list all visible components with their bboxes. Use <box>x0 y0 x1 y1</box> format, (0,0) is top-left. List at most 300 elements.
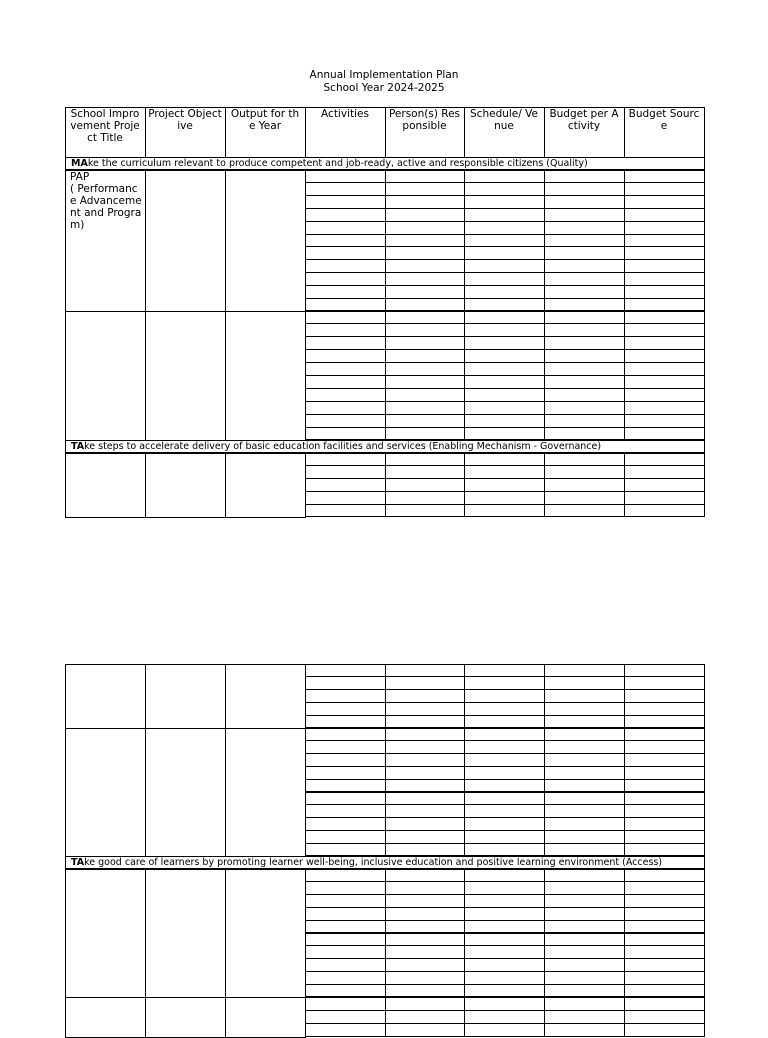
activity-cell <box>464 779 545 793</box>
section-heading-initials: MA <box>71 158 88 169</box>
activity-cell <box>544 234 625 248</box>
activity-cell <box>305 285 386 299</box>
activity-cell <box>464 869 545 883</box>
activity-cell <box>305 362 386 376</box>
project-cell <box>65 728 146 857</box>
activity-cell <box>305 401 386 415</box>
activity-cell <box>385 246 465 260</box>
section-heading-text: ke good care of learners by promoting learner well-being, inclusive education and positive learning environment (Access) <box>84 857 663 868</box>
activity-cell <box>464 388 545 402</box>
activity-cell <box>305 997 386 1011</box>
activity-cell <box>624 478 705 492</box>
activity-cell <box>464 349 545 363</box>
activity-cell <box>464 971 545 985</box>
project-cell <box>65 311 146 441</box>
activity-cell <box>624 728 705 742</box>
activity-cell <box>624 375 705 389</box>
activity-cell <box>544 997 625 1011</box>
activity-cell <box>464 933 545 947</box>
project-cell <box>225 869 306 998</box>
activity-cell <box>544 259 625 273</box>
activity-cell <box>464 285 545 299</box>
activity-cell <box>305 375 386 389</box>
activity-cell <box>624 1010 705 1024</box>
activity-cell <box>624 349 705 363</box>
activity-cell <box>385 221 465 235</box>
activity-cell <box>385 1010 465 1024</box>
activity-cell <box>464 881 545 895</box>
section-heading-text: ke steps to accelerate delivery of basic education facilities and services (Enabling Mechanism - Governance) <box>84 441 602 452</box>
section-heading-initials: TA <box>71 441 85 452</box>
activity-cell <box>305 984 386 998</box>
activity-cell <box>624 504 705 518</box>
activity-cell <box>305 1010 386 1024</box>
activity-cell <box>464 945 545 959</box>
section-heading-initials: TA <box>71 857 85 868</box>
activity-cell <box>385 170 465 184</box>
activity-cell <box>544 478 625 492</box>
activity-cell <box>624 427 705 441</box>
activity-cell <box>544 920 625 934</box>
column-header-6: Schedule/ Venue <box>470 108 538 132</box>
section-heading-3 <box>65 856 705 869</box>
activity-cell <box>385 362 465 376</box>
activity-cell <box>544 427 625 441</box>
activity-cell <box>544 869 625 883</box>
activity-cell <box>464 958 545 972</box>
activity-cell <box>464 715 545 729</box>
activity-cell <box>305 753 386 767</box>
activity-cell <box>305 336 386 350</box>
column-header-5: Person(s) Responsible <box>388 108 461 132</box>
activity-cell <box>624 715 705 729</box>
activity-cell <box>305 234 386 248</box>
activity-cell <box>385 894 465 908</box>
activity-cell <box>624 817 705 831</box>
activity-cell <box>464 478 545 492</box>
project-cell <box>145 728 226 857</box>
activity-cell <box>544 311 625 325</box>
activity-cell <box>305 830 386 844</box>
activity-cell <box>544 945 625 959</box>
activity-cell <box>385 958 465 972</box>
activity-cell <box>624 311 705 325</box>
activity-cell <box>544 362 625 376</box>
activity-cell <box>624 933 705 947</box>
activity-cell <box>305 779 386 793</box>
document-subtitle: School Year 2024-2025 <box>323 82 445 94</box>
activity-cell <box>624 195 705 209</box>
activity-cell <box>544 766 625 780</box>
activity-cell <box>624 676 705 690</box>
activity-cell <box>624 323 705 337</box>
project-cell <box>225 170 306 312</box>
project-cell <box>65 869 146 998</box>
activity-cell <box>305 676 386 690</box>
activity-cell <box>544 830 625 844</box>
activity-cell <box>305 349 386 363</box>
activity-cell <box>464 414 545 428</box>
activity-cell <box>385 676 465 690</box>
activity-cell <box>544 715 625 729</box>
activity-cell <box>305 689 386 703</box>
activity-cell <box>544 753 625 767</box>
activity-cell <box>305 388 386 402</box>
project-cell <box>225 997 306 1038</box>
project-cell <box>225 311 306 441</box>
activity-cell <box>385 869 465 883</box>
activity-cell <box>464 362 545 376</box>
activity-cell <box>385 1023 465 1037</box>
activity-cell <box>624 766 705 780</box>
activity-cell <box>624 208 705 222</box>
activity-cell <box>624 920 705 934</box>
activity-cell <box>385 997 465 1011</box>
activity-cell <box>385 491 465 505</box>
activity-cell <box>305 453 386 467</box>
activity-cell <box>385 920 465 934</box>
activity-cell <box>385 311 465 325</box>
activity-cell <box>624 689 705 703</box>
activity-cell <box>464 766 545 780</box>
activity-cell <box>385 843 465 857</box>
activity-cell <box>464 676 545 690</box>
activity-cell <box>305 504 386 518</box>
activity-cell <box>305 715 386 729</box>
activity-cell <box>544 843 625 857</box>
activity-cell <box>385 388 465 402</box>
activity-cell <box>305 259 386 273</box>
activity-cell <box>305 170 386 184</box>
activity-cell <box>624 336 705 350</box>
activity-cell <box>624 971 705 985</box>
activity-cell <box>305 272 386 286</box>
activity-cell <box>624 945 705 959</box>
activity-cell <box>464 920 545 934</box>
activity-cell <box>544 1010 625 1024</box>
project-title-pap: PAP ( Performance Advancement and Program) <box>70 171 142 231</box>
activity-cell <box>464 907 545 921</box>
activity-cell <box>385 792 465 806</box>
section-heading-text: ke the curriculum relevant to produce competent and job-ready, active and responsible citizens (Quality) <box>87 158 588 169</box>
activity-cell <box>464 894 545 908</box>
activity-cell <box>624 491 705 505</box>
project-cell <box>65 997 146 1038</box>
activity-cell <box>544 414 625 428</box>
activity-cell <box>385 336 465 350</box>
activity-cell <box>464 843 545 857</box>
activity-cell <box>544 676 625 690</box>
activity-cell <box>464 1010 545 1024</box>
activity-cell <box>544 740 625 754</box>
activity-cell <box>305 298 386 312</box>
activity-cell <box>464 246 545 260</box>
activity-cell <box>544 388 625 402</box>
implementation-plan-table-page-2 <box>65 664 705 1024</box>
activity-cell <box>385 702 465 716</box>
activity-cell <box>305 869 386 883</box>
document-title: Annual Implementation Plan <box>309 69 459 81</box>
activity-cell <box>544 375 625 389</box>
activity-cell <box>624 894 705 908</box>
project-cell <box>225 728 306 857</box>
activity-cell <box>624 362 705 376</box>
implementation-plan-table-page-1 <box>65 107 705 517</box>
activity-cell <box>624 221 705 235</box>
activity-cell <box>464 221 545 235</box>
activity-cell <box>624 234 705 248</box>
project-cell <box>145 453 226 518</box>
activity-cell <box>624 984 705 998</box>
activity-cell <box>624 170 705 184</box>
activity-cell <box>544 984 625 998</box>
activity-cell <box>464 804 545 818</box>
activity-cell <box>464 504 545 518</box>
column-header-2: Project Objective <box>148 108 222 132</box>
activity-cell <box>464 170 545 184</box>
column-header-4: Activities <box>321 108 369 120</box>
activity-cell <box>544 298 625 312</box>
activity-cell <box>305 208 386 222</box>
activity-cell <box>385 830 465 844</box>
project-cell <box>145 311 226 441</box>
activity-cell <box>544 336 625 350</box>
activity-cell <box>544 779 625 793</box>
activity-cell <box>305 246 386 260</box>
activity-cell <box>544 971 625 985</box>
activity-cell <box>624 907 705 921</box>
activity-cell <box>624 843 705 857</box>
activity-cell <box>464 182 545 196</box>
activity-cell <box>385 208 465 222</box>
activity-cell <box>464 728 545 742</box>
activity-cell <box>544 170 625 184</box>
activity-cell <box>544 195 625 209</box>
activity-cell <box>385 323 465 337</box>
activity-cell <box>385 349 465 363</box>
activity-cell <box>305 804 386 818</box>
activity-cell <box>464 453 545 467</box>
activity-cell <box>544 792 625 806</box>
project-cell <box>145 664 226 729</box>
activity-cell <box>464 740 545 754</box>
activity-cell <box>464 817 545 831</box>
activity-cell <box>624 830 705 844</box>
activity-cell <box>544 465 625 479</box>
activity-cell <box>305 221 386 235</box>
activity-cell <box>544 664 625 678</box>
activity-cell <box>385 478 465 492</box>
project-cell <box>225 664 306 729</box>
activity-cell <box>464 272 545 286</box>
activity-cell <box>544 323 625 337</box>
activity-cell <box>464 323 545 337</box>
activity-cell <box>464 427 545 441</box>
activity-cell <box>385 401 465 415</box>
activity-cell <box>464 753 545 767</box>
activity-cell <box>385 779 465 793</box>
activity-cell <box>305 945 386 959</box>
column-header-7: Budget per Activity <box>549 108 619 132</box>
activity-cell <box>544 933 625 947</box>
activity-cell <box>305 311 386 325</box>
activity-cell <box>464 702 545 716</box>
activity-cell <box>385 298 465 312</box>
activity-cell <box>544 817 625 831</box>
activity-cell <box>544 285 625 299</box>
activity-cell <box>385 933 465 947</box>
column-header-8: Budget Source <box>628 108 700 132</box>
project-cell <box>225 453 306 518</box>
activity-cell <box>305 740 386 754</box>
column-header-1: School Improvement Project Title <box>70 108 140 144</box>
activity-cell <box>624 182 705 196</box>
activity-cell <box>385 504 465 518</box>
activity-cell <box>624 869 705 883</box>
activity-cell <box>305 971 386 985</box>
activity-cell <box>464 401 545 415</box>
activity-cell <box>464 208 545 222</box>
activity-cell <box>544 881 625 895</box>
activity-cell <box>385 259 465 273</box>
activity-cell <box>385 766 465 780</box>
activity-cell <box>464 336 545 350</box>
section-heading-2 <box>65 440 705 453</box>
activity-cell <box>624 401 705 415</box>
activity-cell <box>624 702 705 716</box>
activity-cell <box>624 792 705 806</box>
activity-cell <box>464 984 545 998</box>
activity-cell <box>305 664 386 678</box>
activity-cell <box>464 311 545 325</box>
activity-cell <box>624 740 705 754</box>
activity-cell <box>624 388 705 402</box>
activity-cell <box>305 958 386 972</box>
activity-cell <box>544 504 625 518</box>
project-cell <box>145 170 226 312</box>
activity-cell <box>624 1023 705 1037</box>
project-cell <box>65 664 146 729</box>
activity-cell <box>385 740 465 754</box>
activity-cell <box>544 1023 625 1037</box>
activity-cell <box>385 971 465 985</box>
activity-cell <box>385 234 465 248</box>
activity-cell <box>305 195 386 209</box>
activity-cell <box>305 817 386 831</box>
activity-cell <box>624 272 705 286</box>
activity-cell <box>624 753 705 767</box>
activity-cell <box>305 323 386 337</box>
activity-cell <box>385 272 465 286</box>
activity-cell <box>464 792 545 806</box>
activity-cell <box>305 933 386 947</box>
activity-cell <box>464 830 545 844</box>
activity-cell <box>464 689 545 703</box>
activity-cell <box>385 195 465 209</box>
activity-cell <box>544 401 625 415</box>
activity-cell <box>385 881 465 895</box>
activity-cell <box>544 689 625 703</box>
activity-cell <box>544 702 625 716</box>
activity-cell <box>464 465 545 479</box>
activity-cell <box>544 453 625 467</box>
activity-cell <box>544 894 625 908</box>
activity-cell <box>624 246 705 260</box>
activity-cell <box>305 427 386 441</box>
activity-cell <box>624 804 705 818</box>
activity-cell <box>385 945 465 959</box>
activity-cell <box>385 715 465 729</box>
activity-cell <box>305 843 386 857</box>
activity-cell <box>305 702 386 716</box>
activity-cell <box>544 182 625 196</box>
activity-cell <box>305 920 386 934</box>
column-header-3: Output for the Year <box>230 108 300 132</box>
activity-cell <box>464 298 545 312</box>
activity-cell <box>385 907 465 921</box>
activity-cell <box>305 728 386 742</box>
activity-cell <box>305 182 386 196</box>
activity-cell <box>305 766 386 780</box>
activity-cell <box>544 246 625 260</box>
activity-cell <box>464 997 545 1011</box>
activity-cell <box>385 465 465 479</box>
activity-cell <box>385 427 465 441</box>
activity-cell <box>544 349 625 363</box>
activity-cell <box>385 753 465 767</box>
activity-cell <box>305 894 386 908</box>
activity-cell <box>305 414 386 428</box>
activity-cell <box>305 907 386 921</box>
activity-cell <box>305 881 386 895</box>
activity-cell <box>624 958 705 972</box>
activity-cell <box>624 259 705 273</box>
activity-cell <box>544 907 625 921</box>
project-cell <box>145 869 226 998</box>
project-cell <box>145 997 226 1038</box>
activity-cell <box>544 272 625 286</box>
activity-cell <box>385 414 465 428</box>
activity-cell <box>385 689 465 703</box>
activity-cell <box>624 298 705 312</box>
activity-cell <box>464 1023 545 1037</box>
activity-cell <box>544 221 625 235</box>
activity-cell <box>305 465 386 479</box>
activity-cell <box>385 664 465 678</box>
activity-cell <box>544 491 625 505</box>
activity-cell <box>624 779 705 793</box>
activity-cell <box>305 792 386 806</box>
activity-cell <box>464 491 545 505</box>
activity-cell <box>385 182 465 196</box>
activity-cell <box>624 453 705 467</box>
activity-cell <box>385 804 465 818</box>
project-cell <box>65 453 146 518</box>
activity-cell <box>624 664 705 678</box>
activity-cell <box>385 984 465 998</box>
activity-cell <box>385 285 465 299</box>
activity-cell <box>624 881 705 895</box>
activity-cell <box>385 728 465 742</box>
activity-cell <box>464 195 545 209</box>
activity-cell <box>305 1023 386 1037</box>
activity-cell <box>624 414 705 428</box>
activity-cell <box>544 208 625 222</box>
activity-cell <box>464 375 545 389</box>
activity-cell <box>624 997 705 1011</box>
activity-cell <box>624 285 705 299</box>
activity-cell <box>305 478 386 492</box>
